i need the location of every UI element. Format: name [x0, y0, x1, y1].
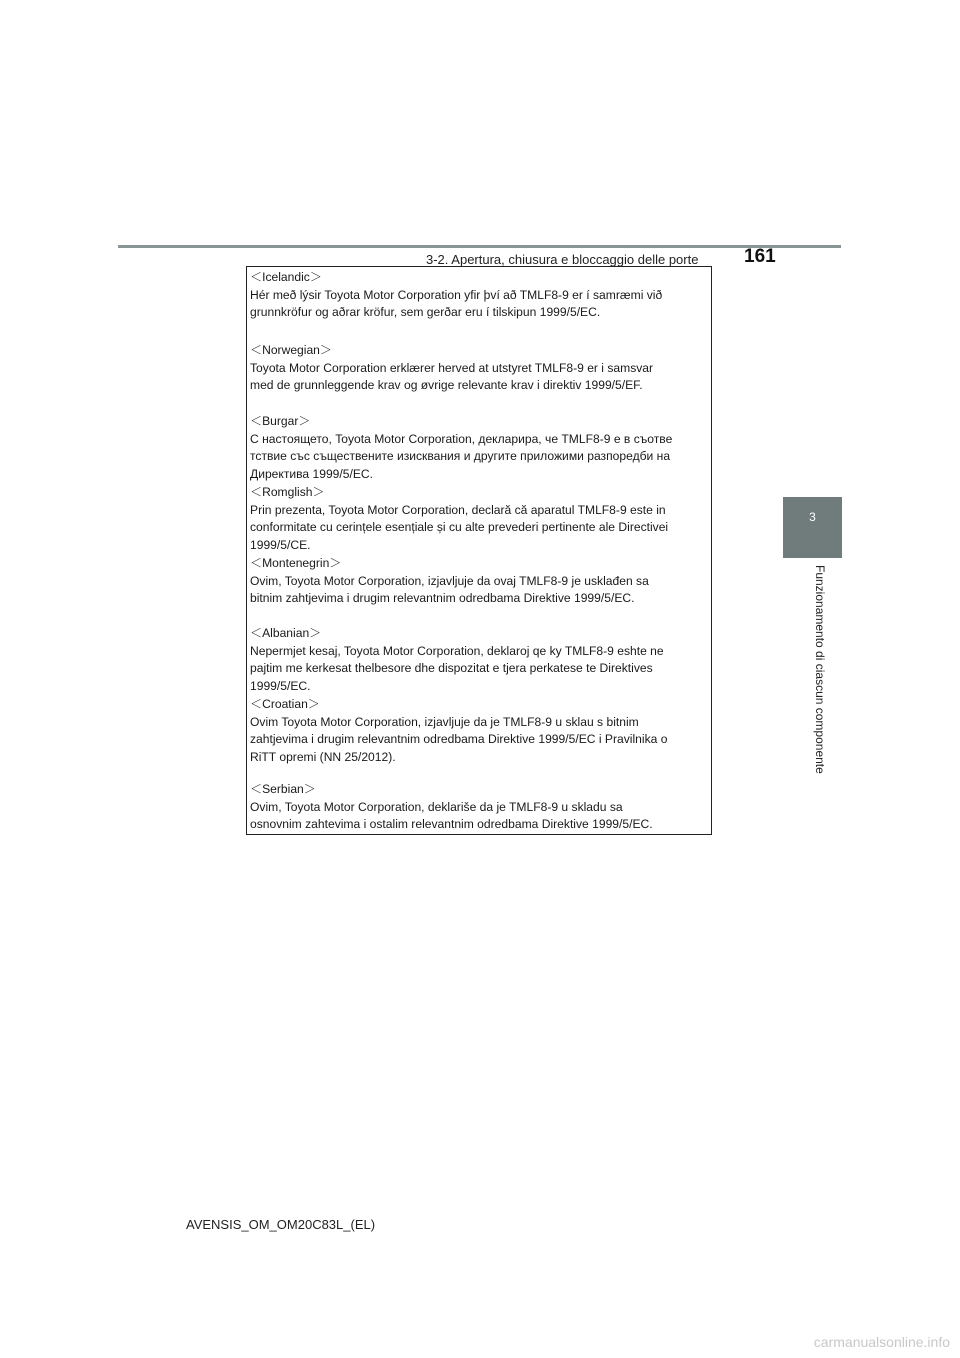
chapter-tab[interactable] — [783, 497, 842, 558]
notice-text: Ovim Toyota Motor Corporation, izjavljuje da je TMLF8-9 u sklau s bitnim zahtjevima i drugim relevantnim odredbama Direktive 1999/5/EC i Pravilnika o RiTT opremi (NN 25/2012). — [250, 714, 668, 764]
notice-text: С настоящето, Toyota Motor Corporation, декларира, че TMLF8-9 е в съотве тствие със съществените изисквания и другите приложими разпоредби на Директива 1999/5/EC. — [250, 431, 673, 481]
header-rule — [118, 245, 841, 248]
chapter-number: 3 — [809, 510, 816, 524]
notice-language: ＜Serbian＞ — [250, 782, 316, 796]
declaration-box — [246, 266, 712, 835]
page-number: 161 — [744, 246, 776, 267]
notice-language: ＜Icelandic＞ — [250, 270, 322, 284]
notice-romglish — [250, 484, 711, 554]
notice-text: Toyota Motor Corporation erklærer herved at utstyret TMLF8-9 er i samsvar med de grunnleggende krav og øvrige relevante krav i direktiv 1999/5/EF. — [250, 360, 654, 393]
notice-burgar — [250, 413, 711, 483]
notice-language: ＜Norwegian＞ — [250, 343, 332, 357]
notice-text: Ovim, Toyota Motor Corporation, izjavljuje da ovaj TMLF8-9 je usklađen sa bitnim zahtjevima i drugim relevantnim odredbama Direktive 1999/5/EC. — [250, 573, 649, 606]
section-title: 3-2. Apertura, chiusura e bloccaggio delle porte — [426, 252, 699, 267]
notice-language: ＜Burgar＞ — [250, 414, 311, 428]
notice-montenegrin — [250, 555, 711, 608]
notice-language: ＜Montenegrin＞ — [250, 556, 342, 570]
watermark: carmanualsonline.info — [813, 1334, 950, 1350]
notice-text: Nepermjet kesaj, Toyota Motor Corporation, deklaroj qe ky TMLF8-9 eshte ne pajtim me kerkesat thelbesore dhe dispozitat e tjera perkatese te Direktives 1999/5/EC. — [250, 643, 664, 693]
chapter-title: Funzionamento di ciascun componente — [813, 565, 827, 774]
notice-text: Hér með lýsir Toyota Motor Corporation yfir því að TMLF8-9 er í samræmi við grunnkröfur og aðrar kröfur, sem gerðar eru í tilskipun 1999/5/EC. — [250, 287, 663, 320]
notice-norwegian — [250, 342, 711, 395]
notice-language: ＜Albanian＞ — [250, 626, 322, 640]
notice-albanian — [250, 625, 711, 695]
notice-serbian — [250, 781, 711, 834]
notice-icelandic — [250, 269, 711, 322]
notice-language: ＜Croatian＞ — [250, 697, 320, 711]
notice-text: Ovim, Toyota Motor Corporation, deklariše da je TMLF8-9 u skladu sa osnovnim zahtevima i ostalim relevantnim odredbama Direktive 1999/5/EC. — [250, 799, 653, 832]
document-code: AVENSIS_OM_OM20C83L_(EL) — [186, 1217, 376, 1232]
notice-text: Prin prezenta, Toyota Motor Corporation, declară că aparatul TMLF8-9 este in conformitate cu cerințele esențiale și cu alte prevederi pertinente ale Directivei 1999/5/CE. — [250, 502, 669, 552]
notice-language: ＜Romglish＞ — [250, 485, 325, 499]
notice-croatian — [250, 696, 711, 766]
